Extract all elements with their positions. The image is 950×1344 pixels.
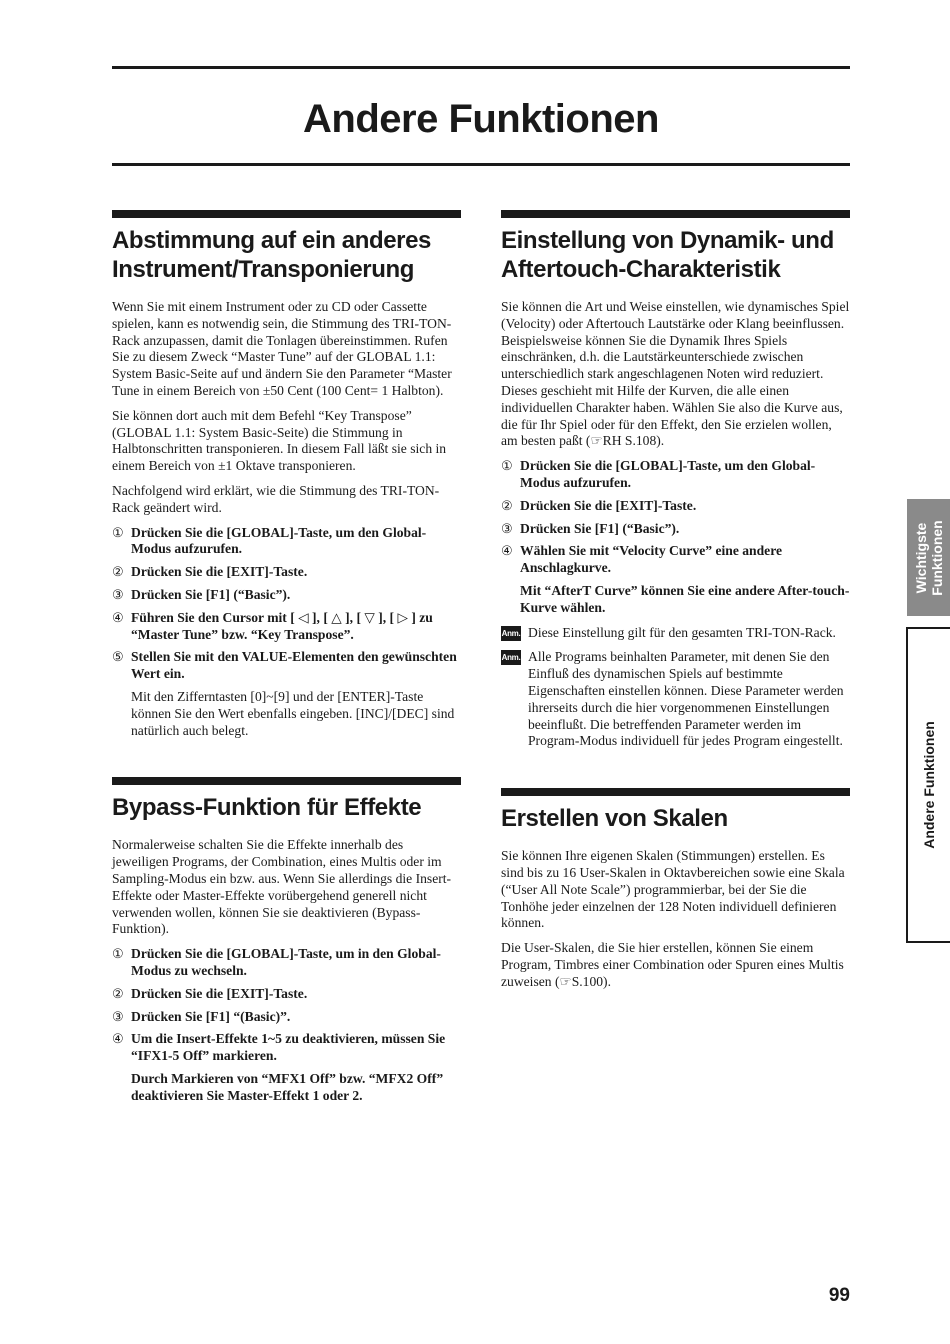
step-followup: Mit “AfterT Curve” können Sie eine andere After-touch-Kurve wählen.: [520, 582, 850, 615]
step-number: ⑤: [112, 649, 124, 665]
section-spacer: [112, 747, 461, 777]
step-item: [112, 587, 461, 604]
section-title: Einstellung von Dynamik- und Aftertouch-Charakteristik: [501, 227, 834, 283]
section-bar: [501, 210, 850, 218]
step-number: ④: [501, 543, 513, 559]
step-number: ②: [501, 497, 513, 513]
step-item: [112, 1031, 461, 1065]
step-item: [112, 649, 461, 683]
step-text: Um die Insert-Effekte 1~5 zu deaktivieren, müssen Sie “IFX1-5 Off” markieren.: [131, 1031, 446, 1064]
section-abstimmung: [112, 210, 461, 739]
step-item: [501, 543, 850, 577]
paragraph: Sie können Ihre eigenen Skalen (Stimmungen) erstellen. Es sind bis zu 16 User-Skalen in Oktavbereichen sowie eine Skala (“User All Note Scale”) programmierbar, bei der Sie die Tonhöhe jeder einzelnen der 128 Noten individuell definieren können.: [501, 848, 845, 931]
step-text: Drücken Sie die [EXIT]-Taste.: [131, 985, 308, 1001]
step-number: ③: [112, 1008, 124, 1024]
paragraph: Sie können dort auch mit dem Befehl “Key Transpose” (GLOBAL 1.1: System Basic-Seite) die Stimmung in Halbtonschritten transponieren. In diesem Fall läßt sie sich in einem Bereich von ±1 Oktave transponieren.: [112, 407, 447, 474]
step-item: [501, 498, 850, 515]
paragraph: Sie können die Art und Weise einstellen, wie dynamisches Spiel (Velocity) oder Aftertouch Lautstärke oder Klang beeinflussen. Beispielsweise können Sie die Dynamik Ihres Spiels einschränken, d.h. die Lautstärkeunterschiede zwischen unterschiedlich stark angeschlagenen Noten wird reduziert. Dieses geschieht mit Hilfe der Kurven, die alle einen individuellen Charakter haben. Wählen Sie also die Kurve aus, die für Ihr Spiel oder für den Effekt, den Sie erzielen wollen, am besten paßt (☞RH S.108).: [501, 299, 850, 449]
top-rule: [112, 66, 850, 69]
step-number: ①: [112, 946, 124, 962]
section-bar: [112, 777, 461, 785]
note-text: Alle Programs beinhalten Parameter, mit denen Sie den Einfluß des dynamischen Spiels auf bestimmte Eigenschaften einstellen können. Diese Parameter werden ihrerseits durch die hier vorgenommenen Einstellungen beeinflußt. Die betreffenden Parameter werden im Program-Modus individuell für jedes Program eingestellt.: [528, 649, 844, 749]
step-item: [112, 946, 461, 980]
step-followup: Mit den Zifferntasten [0]~[9] und der [ENTER]-Taste können Sie den Wert ebenfalls eingeben. [INC]/[DEC] sind natürlich auch belegt.: [131, 688, 455, 738]
step-text: Stellen Sie mit den VALUE-Elementen den gewünschten Wert ein.: [131, 649, 457, 682]
left-column: [112, 210, 461, 1112]
step-text: Drücken Sie die [EXIT]-Taste.: [520, 497, 697, 513]
side-tab-andere-funktionen[interactable]: [906, 627, 950, 943]
step-text: Drücken Sie [F1] (“Basic”).: [131, 586, 291, 602]
step-number: ①: [501, 458, 513, 474]
step-item: [501, 521, 850, 538]
section-title: Erstellen von Skalen: [501, 805, 728, 833]
step-text: Drücken Sie [F1] “(Basic)”.: [131, 1008, 291, 1024]
section-bar: [112, 210, 461, 218]
side-tab-wichtigste-funktionen[interactable]: [907, 499, 950, 616]
side-tab-label: Andere Funktionen: [921, 721, 937, 849]
section-bypass: [112, 777, 461, 1104]
step-text: Drücken Sie [F1] (“Basic”).: [520, 520, 680, 536]
side-tab-label: Wichtigste Funktionen: [912, 519, 945, 596]
page-number: 99: [828, 1285, 850, 1306]
note: [501, 649, 850, 750]
step-text: Führen Sie den Cursor mit [ ◁ ], [ △ ], [ ▽ ], [ ▷ ] zu “Master Tune” bzw. “Key Transpose”.: [131, 609, 433, 642]
section-spacer: [501, 758, 850, 788]
section-dynamik: [501, 210, 850, 750]
note-badge-icon: Anm.: [501, 626, 521, 641]
step-text: Drücken Sie die [EXIT]-Taste.: [131, 564, 308, 580]
step-item: [112, 1009, 461, 1026]
step-followup: Durch Markieren von “MFX1 Off” bzw. “MFX2 Off” deaktivieren Sie Master-Effekt 1 oder 2.: [131, 1070, 444, 1103]
note-badge-icon: Anm.: [501, 650, 521, 665]
step-text: Drücken Sie die [GLOBAL]-Taste, um in den Global-Modus zu wechseln.: [131, 946, 441, 978]
step-number: ③: [112, 586, 124, 602]
step-item: [501, 458, 850, 492]
note-text: Diese Einstellung gilt für den gesamten TRI-TON-Rack.: [528, 624, 836, 640]
section-title: Abstimmung auf ein anderes Instrument/Transponierung: [112, 227, 431, 283]
title-rule: [112, 163, 850, 166]
paragraph: Wenn Sie mit einem Instrument oder zu CD oder Cassette spielen, kann es notwendig sein, die Stimmung des TRI-TON-Rack anzupassen, damit die Tonlagen übereinstimmen. Rufen Sie zu diesem Zweck “Master Tune” auf der GLOBAL 1.1: System Basic-Seite auf und ändern Sie den Parameter “Master Tune in einem Bereich von ±50 Cent (100 Cent= 1 Halbton).: [112, 299, 452, 398]
step-item: [112, 525, 461, 559]
step-text: Wählen Sie mit “Velocity Curve” eine andere Anschlagkurve.: [520, 543, 783, 576]
step-text: Drücken Sie die [GLOBAL]-Taste, um den Global-Modus aufzurufen.: [131, 524, 427, 557]
paragraph: Normalerweise schalten Sie die Effekte innerhalb des jeweiligen Programs, der Combination, eines Multis oder im Sampling-Modus ein bzw. aus. Wenn Sie allerdings die Insert-Effekte oder Master-Effekte vorübergehend generell nicht verwenden wollen, können Sie sie deaktivieren (Bypass-Funktion).: [112, 837, 452, 937]
step-number: ④: [112, 1031, 124, 1047]
step-number: ①: [112, 524, 124, 540]
page-title: Andere Funktionen: [303, 97, 659, 141]
step-number: ④: [112, 609, 124, 625]
section-bar: [501, 788, 850, 796]
step-number: ②: [112, 985, 124, 1001]
section-title: Bypass-Funktion für Effekte: [112, 794, 422, 822]
note: [501, 625, 850, 642]
step-text: Drücken Sie die [GLOBAL]-Taste, um den Global-Modus aufzurufen.: [520, 458, 816, 490]
paragraph: Nachfolgend wird erklärt, wie die Stimmung des TRI-TON-Rack geändert wird.: [112, 482, 440, 515]
step-item: [112, 986, 461, 1003]
step-item: [112, 610, 461, 644]
section-skalen: [501, 788, 850, 990]
step-number: ③: [501, 520, 513, 536]
right-column: [501, 210, 850, 999]
step-number: ②: [112, 564, 124, 580]
paragraph: Die User-Skalen, die Sie hier erstellen, können Sie einem Program, Timbres einer Combination oder Spuren eines Multis zuweisen (☞S.100).: [501, 940, 844, 989]
step-item: [112, 564, 461, 581]
